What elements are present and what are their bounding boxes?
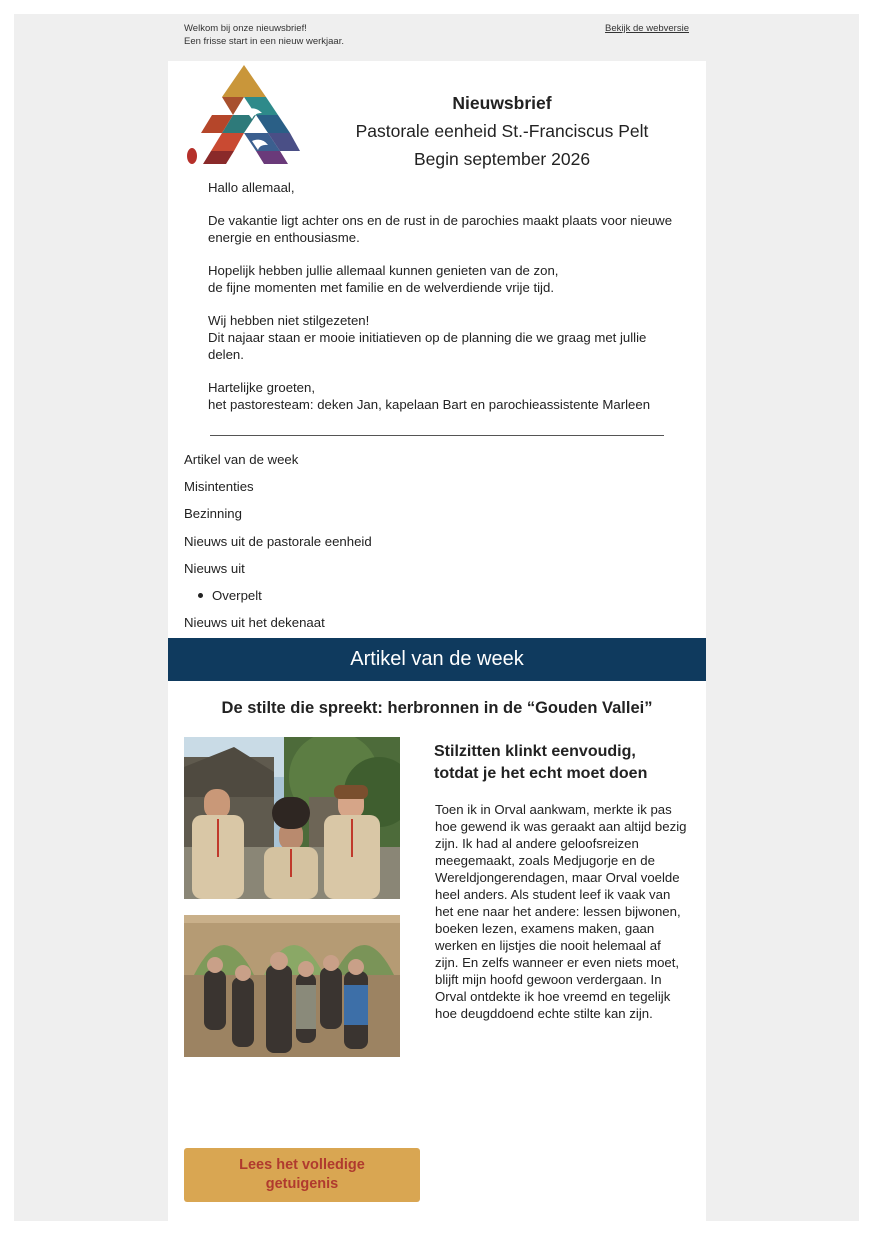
letter-paragraph-3-line-2: Dit najaar staan er mooie initiatieven op de planning die we graag met jullie delen. xyxy=(208,330,647,362)
article-title: De stilte die spreekt: herbronnen in de “Gouden Vallei” xyxy=(221,699,653,717)
letter-paragraph-1: De vakantie ligt achter ons en de rust in de parochies maakt plaats voor nieuwe energie en enthousiasme. xyxy=(208,213,673,245)
read-full-testimony-label: Lees het volledige getuigenis xyxy=(239,1157,365,1192)
table-of-contents xyxy=(184,451,684,641)
newsletter-date: Begin september 2026 xyxy=(413,149,591,169)
webversion-link[interactable]: Bekijk de webversie xyxy=(605,23,689,34)
group-photo-orval-courtyard xyxy=(184,737,400,899)
letter-greeting: Hallo allemaal, xyxy=(208,180,295,195)
toc-item-misintenties[interactable]: Misintenties xyxy=(184,479,254,495)
preheader-line-1: Welkom bij onze nieuwsbrief! xyxy=(184,23,307,34)
article-subheading: Stilzitten klinkt eenvoudig, totdat je het echt moet doen xyxy=(434,743,648,782)
toc-item-nieuws-dekenaat[interactable]: Nieuws uit het dekenaat xyxy=(184,615,325,631)
section-banner: Artikel van de week xyxy=(168,638,706,681)
toc-item-nieuws-pastorale-eenheid[interactable]: Nieuws uit de pastorale eenheid xyxy=(184,533,372,549)
triangle-dove-logo-icon xyxy=(186,63,302,166)
preheader xyxy=(184,22,689,52)
letter-paragraph-3 xyxy=(208,312,678,363)
letter-paragraph-2-line-2: de fijne momenten met familie en de welverdiende vrije tijd. xyxy=(208,280,554,295)
toc-item-artikel[interactable]: Artikel van de week xyxy=(184,452,299,467)
toc-subitem-overpelt[interactable]: Overpelt xyxy=(184,587,684,614)
preheader-line-2: Een frisse start in een nieuw werkjaar. xyxy=(184,36,344,47)
newsletter-subtitle: Pastorale eenheid St.-Franciscus Pelt xyxy=(355,121,649,141)
newsletter-header xyxy=(338,89,666,173)
article-body: Toen ik in Orval aankwam, merkte ik pas hoe gewend ik was geraakt aan altijd bezig zijn. Ik had al andere geloofsreizen meegemaakt, zoals Medjugorje en de Wereldjongerendagen, maar Orval voelde heel anders. Als student leef ik vaak van het ene naar het andere: lessen bijwonen, boeken lezen, examens maken, gaan werken en lijstjes die nooit helemaal af zijn. En zelfs wanneer er even niets moet, blijft mijn hoofd gewoon verdergaan. In Orval ontdekte ik hoe vreemd en tegelijk hoe deugddoend echte stilte kan zijn. xyxy=(435,802,687,1021)
letter-closing-greeting: Hartelijke groeten, xyxy=(208,380,316,395)
read-full-testimony-button[interactable] xyxy=(184,1148,420,1202)
letter-paragraph-3-line-1: Wij hebben niet stilgezeten! xyxy=(208,313,370,328)
newsletter-title: Nieuwsbrief xyxy=(452,93,552,113)
toc-item-bezinning[interactable]: Bezinning xyxy=(184,506,242,522)
section-divider xyxy=(210,435,664,436)
letter-paragraph-2 xyxy=(208,262,678,296)
letter-paragraph-2-line-1: Hopelijk hebben jullie allemaal kunnen genieten van de zon, xyxy=(208,263,559,278)
intro-letter xyxy=(208,179,678,429)
letter-closing xyxy=(208,379,678,413)
toc-item-nieuws-uit[interactable]: Nieuws uit xyxy=(184,560,245,576)
group-photo-orval-arches xyxy=(184,915,400,1057)
newsletter-card xyxy=(168,61,706,1221)
letter-signature: het pastoresteam: deken Jan, kapelaan Bart en parochieassistente Marleen xyxy=(208,397,651,412)
preheader-text xyxy=(184,22,344,48)
